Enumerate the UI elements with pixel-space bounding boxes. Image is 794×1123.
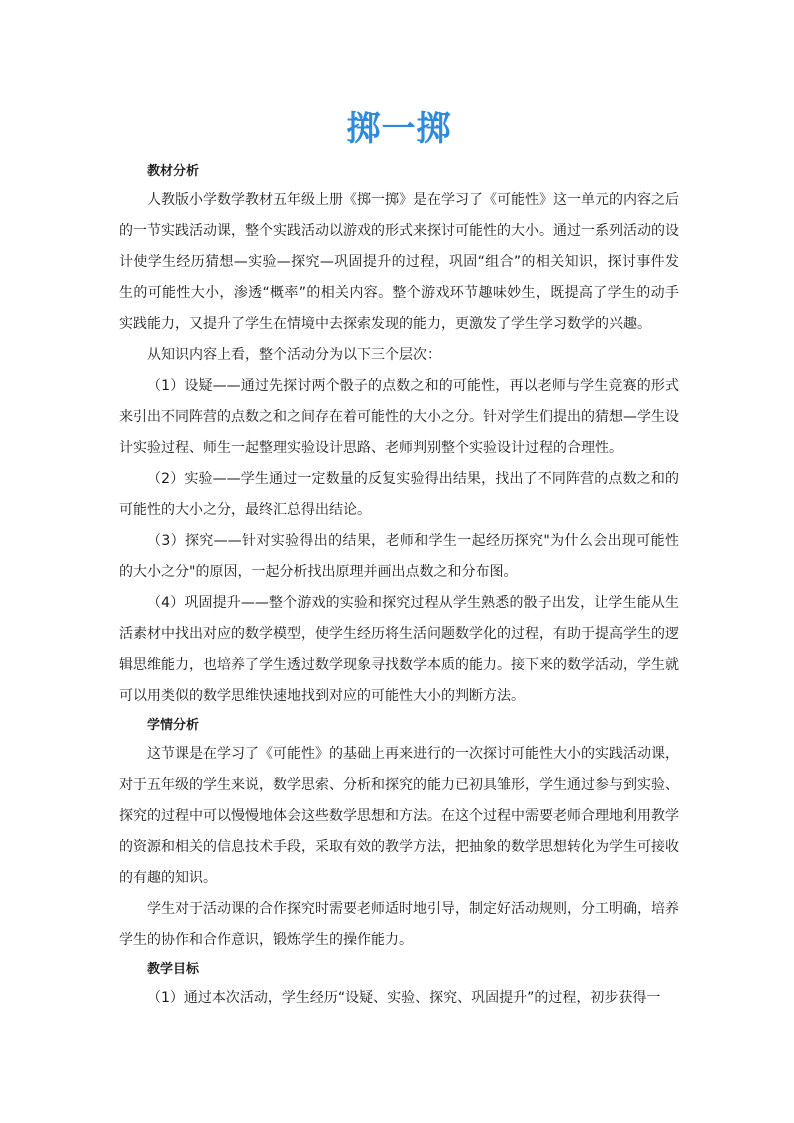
paragraph: 学生对于活动课的合作探究时需要老师适时地引导，制定好活动规则，分工明确，培养学生的协作和合作意识，锻炼学生的操作能力。 <box>119 901 679 948</box>
document-body <box>119 158 679 1014</box>
section-heading-goals: 教学目标 <box>147 962 200 977</box>
paragraph: 人教版小学数学教材五年级上册《掷一掷》是在学习了《可能性》这一单元的内容之后的一节实践活动课，整个实践活动以游戏的形式来探讨可能性的大小。通过一系列活动的设计使学生经历猜想—实验—探究—巩固提升的过程，巩固“组合”的相关知识，探讨事件发生的可能性大小，渗透“概率”的相关内容。整个游戏环节趣味妙生，既提高了学生的动手实践能力，又提升了学生在情境中去探索发现的能力，更激发了学生学习数学的兴趣。 <box>119 192 679 332</box>
list-item: （3）探究——针对实验得出的结果，老师和学生一起经历探究"为什么会出现可能性的大小之分"的原因，一起分析找出原理并画出点数之和分布图。 <box>119 533 679 580</box>
paragraph: 从知识内容上看，整个活动分为以下三个层次： <box>147 347 441 363</box>
list-item: （4）巩固提升——整个游戏的实验和探究过程从学生熟悉的骰子出发，让学生能从生活素材中找出对应的数学模型，使学生经历将生活问题数学化的过程，有助于提高学生的逻辑思维能力，也培养了学生透过数学现象寻找数学本质的能力。接下来的数学活动，学生就可以用类似的数学思维快速地找到对应的可能性大小的判断方法。 <box>119 595 679 704</box>
document-title: 掷一掷 <box>346 109 452 149</box>
list-item: （2）实验——学生通过一定数量的反复实验得出结果，找出了不同阵营的点数之和的可能性的大小之分，最终汇总得出结论。 <box>119 471 679 518</box>
section-heading-material: 教材分析 <box>147 164 200 179</box>
list-item: （1）设疑——通过先探讨两个骰子的点数之和的可能性，再以老师与学生竞赛的形式来引出不同阵营的点数之和之间存在着可能性的大小之分。针对学生们提出的猜想—学生设计实验过程、师生一起整理实验设计思路、老师判别整个实验设计过程的合理性。 <box>119 378 679 456</box>
section-heading-students: 学情分析 <box>147 718 200 733</box>
list-item: （1）通过本次活动，学生经历“设疑、实验、探究、巩固提升”的过程，初步获得一 <box>147 990 661 1006</box>
paragraph: 这节课是在学习了《可能性》的基础上再来进行的一次探讨可能性大小的实践活动课，对于五年级的学生来说，数学思索、分析和探究的能力已初具雏形，学生通过参与到实验、探究的过程中可以慢慢地体会这些数学思想和方法。在这个过程中需要老师合理地利用教学的资源和相关的信息技术手段，采取有效的教学方法，把抽象的数学思想转化为学生可接收的有趣的知识。 <box>119 746 679 886</box>
